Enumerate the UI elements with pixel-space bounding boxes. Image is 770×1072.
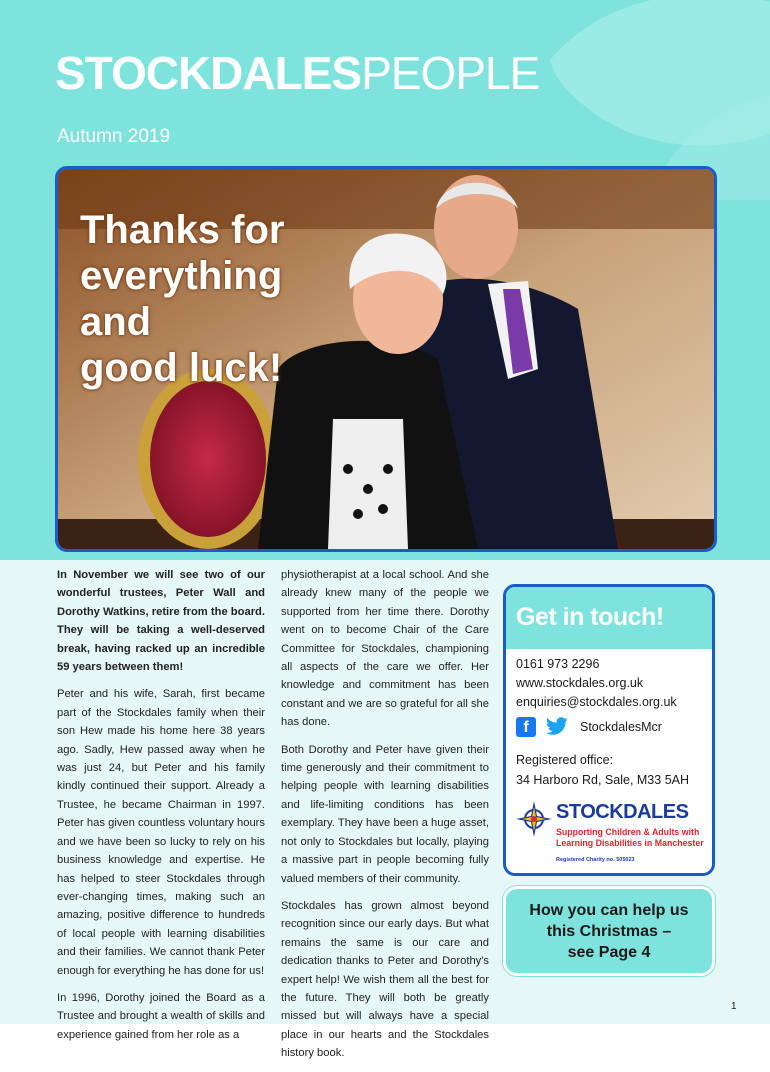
charity-number: Registered Charity no. 505023 [556,857,635,863]
masthead-light: PEOPLE [361,47,540,99]
promo-line: see Page 4 [567,943,651,961]
logo-tagline: Supporting Children & Adults with Learning Disabilities in Manchester [556,827,704,848]
contact-email-link[interactable]: enquiries@stockdales.org.uk [516,695,677,709]
article-column-1 [57,566,265,1053]
office-address: 34 Harboro Rd, Sale, M33 5AH [516,773,690,787]
logo-name: STOCKDALES [556,801,689,823]
contact-phone[interactable]: 0161 973 2296 [516,657,600,671]
headline-line: everything [80,254,283,298]
christmas-promo-box[interactable] [503,886,715,976]
page-number: 1 [731,1001,737,1012]
article-column-2 [281,566,489,1072]
article-paragraph: In 1996, Dorothy joined the Board as a Trustee and brought a wealth of skills and experience gained from her role as a [57,991,265,1041]
headline-line: and [80,300,152,344]
headline-line: good luck! [80,346,283,390]
office-label: Registered office: [516,753,614,767]
article-paragraph: Both Dorothy and Peter have given their time generously and their commitment to helping people with learning disabilities and life-limiting conditions has been exemplary. They have been a huge asset, not only to Stockdales but locally, playing a massive part in people becoming fully valued members of their community. [281,743,489,885]
stockdales-logo [514,795,710,871]
article-paragraph: Peter and his wife, Sarah, first became part of the Stockdales family when their son Hew made his home here 38 years ago. Sadly, Hew passed away when he was just 24, but Peter and his family kindly continued their support. Already a Trustee, he became Chairman in 1997. Peter has given countless voluntary hours and we have been so lucky to rely on his business knowledge and expertise. He has helped to steer Stockdales through ever-changing times, making such an amazing, positive difference to hundreds of local people with learning disabilities and their families. We cannot thank Peter enough for everything he has done for us! [57,688,265,977]
article-paragraph: Stockdales has grown almost beyond recognition since our early days. But what remains the same is our care and dedication thanks to Peter and Dorothy's expert help! We wish them all the best for the future. They will both be greatly missed but will always have a special place in our hearts and the Stockdales history book. [281,899,489,1060]
contact-title: Get in touch! [516,603,664,631]
facebook-icon[interactable]: f [516,717,536,737]
article-lead: In November we will see two of our wonderful trustees, Peter Wall and Dorothy Watkins, retire from the board. They will be taking a well-deserved break, having racked up an incredible 59 years between them! [57,569,265,674]
cover-photo [55,166,717,552]
contact-box [503,584,715,876]
masthead [55,47,540,99]
headline-line: Thanks for [80,208,285,252]
promo-line: How you can help us [529,901,689,919]
twitter-icon[interactable] [544,717,570,737]
article-paragraph: physiotherapist at a local school. And she already knew many of the people we supported from her time there. Dorothy went on to become Chair of the Care Committee for Stockdales, championing all aspects of the care we offer. Her knowledge and commitment has been constant and we are so grateful for all she has done. [281,569,489,729]
contact-website-link[interactable]: www.stockdales.org.uk [516,676,644,690]
issue-date: Autumn 2019 [57,126,171,147]
social-links [516,717,662,737]
headline [80,207,380,391]
promo-line: this Christmas – [546,922,672,940]
social-handle[interactable]: StockdalesMcr [580,720,662,734]
masthead-bold: STOCKDALES [55,47,362,99]
compass-star-icon [514,799,554,839]
